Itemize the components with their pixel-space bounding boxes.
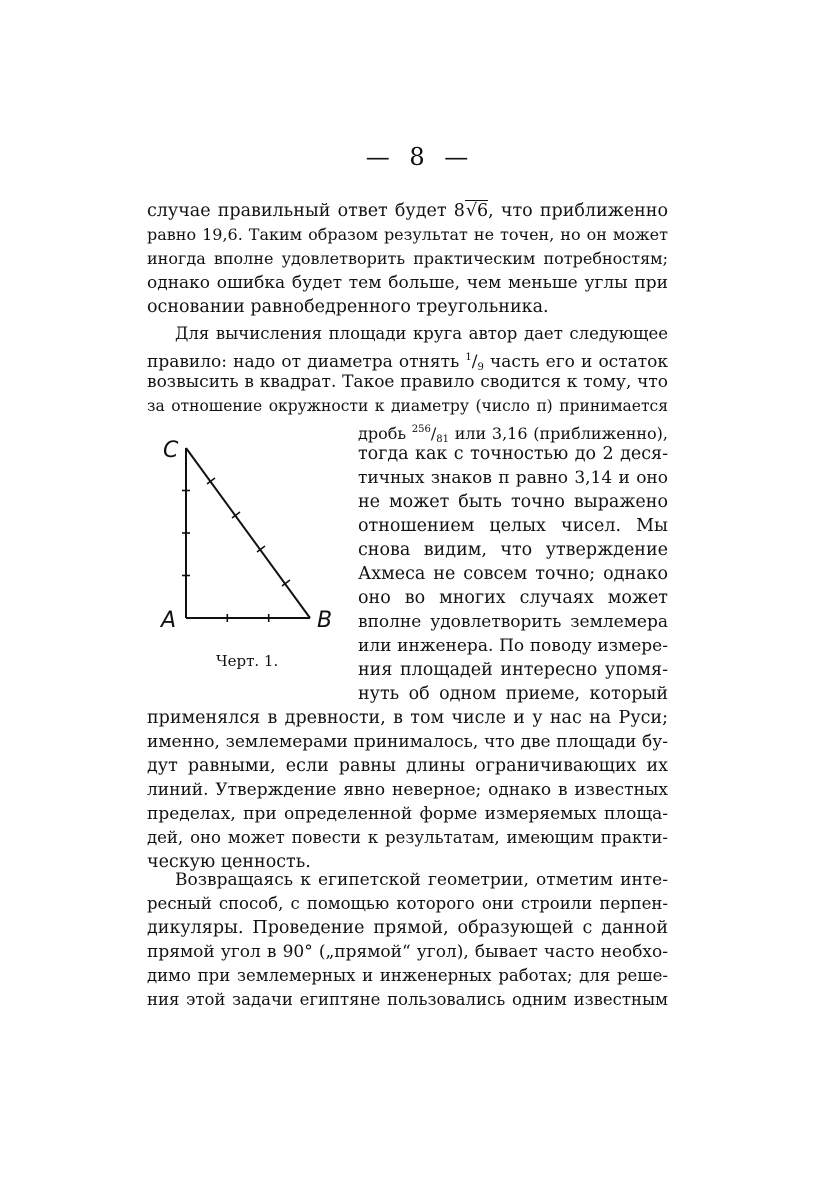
text-line: или инженера. По поводу измере- bbox=[358, 636, 668, 656]
text-line: однако ошибка будет тем больше, чем меньше углы при bbox=[147, 273, 668, 293]
triangle-hypotenuse bbox=[186, 448, 310, 618]
text-line: Для вычисления площади круга автор дает следующее bbox=[175, 324, 668, 343]
text-line: дей, оно может повести к результатам, имеющим практи- bbox=[147, 828, 668, 847]
text-line: дикуляры. Проведение прямой, образующей с данной bbox=[147, 918, 668, 938]
text-line: димо при землемерных и инженерных работах; для реше- bbox=[147, 966, 668, 985]
text-line: дробь $^{256}/_{81}$ или 3,16 (приближенно), bbox=[358, 424, 668, 445]
text-line: нуть об одном приеме, который bbox=[358, 684, 668, 704]
text-line: ния площадей интересно упомя- bbox=[358, 660, 668, 680]
vertex-label-c: C bbox=[163, 438, 179, 463]
text-line: пределах, при определенной форме измеряемых площа- bbox=[147, 804, 668, 824]
text-line: снова видим, что утверждение bbox=[358, 540, 668, 560]
vertex-label-a: A bbox=[161, 608, 177, 633]
triangle-figure bbox=[155, 438, 345, 638]
text-line: линий. Утверждение явно неверное; однако в известных bbox=[147, 780, 668, 800]
text-line: Возвращаясь к египетской геометрии, отметим инте- bbox=[175, 870, 668, 890]
text-line: прямой угол в 90° („прямой“ угол), бывает часто необхо- bbox=[147, 942, 668, 962]
text-line: правило: надо от диаметра отнять $^1/_9$ часть его и остаток bbox=[147, 352, 669, 373]
text-line: ресный способ, с помощью которого они строили перпен- bbox=[147, 894, 668, 913]
text-line: оно во многих случаях может bbox=[358, 588, 668, 608]
text-line: Ахмеса не совсем точно; однако bbox=[358, 564, 668, 584]
text-line: основании равнобедренного треугольника. bbox=[147, 297, 549, 317]
text-line: ния этой задачи египтяне пользовались одним известным bbox=[147, 990, 668, 1009]
text-line: тогда как с точностью до 2 деся- bbox=[358, 444, 668, 464]
text-line: именно, землемерами принималось, что две площади бу- bbox=[147, 732, 668, 752]
text-line: отношением целых чисел. Мы bbox=[358, 516, 668, 536]
figure-caption: Черт. 1. bbox=[216, 652, 279, 670]
unit-marks bbox=[182, 478, 290, 622]
text-line: случае правильный ответ будет 8√6, что приближенно bbox=[147, 201, 669, 221]
text-line: за отношение окружности к диаметру (число π) принимается bbox=[147, 397, 668, 415]
text-line: возвысить в квадрат. Такое правило сводится к тому, что bbox=[147, 372, 668, 392]
square-root: √6 bbox=[465, 201, 489, 221]
text-line: равно 19,6. Таким образом результат не точен, но он может bbox=[147, 225, 668, 244]
text-line: ческую ценность. bbox=[147, 852, 311, 872]
vertex-label-b: B bbox=[317, 608, 333, 633]
text-line: не может быть точно выражено bbox=[358, 492, 668, 512]
text-line: иногда вполне удовлетворить практическим потребностям; bbox=[147, 249, 668, 268]
text-line: тичных знаков π равно 3,14 и оно bbox=[358, 468, 668, 488]
page-number: — 8 — bbox=[365, 143, 475, 171]
text-line: вполне удовлетворить землемера bbox=[358, 612, 668, 632]
text-line: дут равными, если равны длины ограничивающих их bbox=[147, 756, 668, 776]
text-line: применялся в древности, в том числе и у нас на Руси; bbox=[147, 708, 668, 728]
